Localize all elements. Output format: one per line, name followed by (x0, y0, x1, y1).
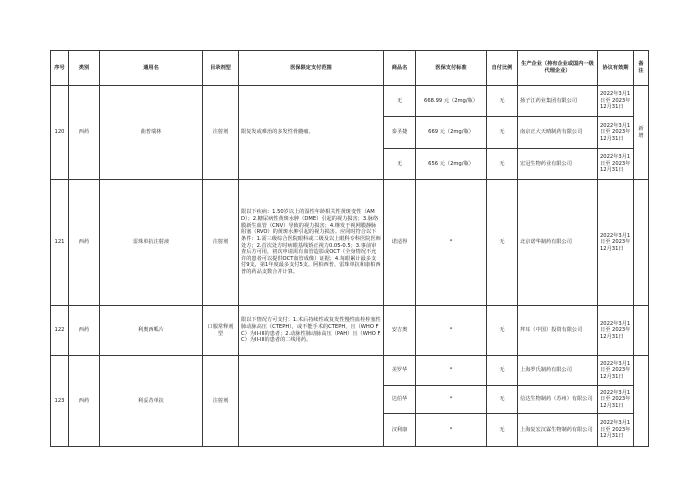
cell-trade-name: 无 (384, 149, 416, 180)
cell-limit-scope (239, 356, 384, 447)
header-category: 类别 (69, 51, 100, 86)
cell-manufacturer: 上海罗氏制药有限公司 (518, 356, 598, 386)
cell-copay: 无 (487, 306, 518, 356)
cell-trade-name: 安吉奥 (384, 306, 416, 356)
cell-generic-name: 雷珠单抗注射液 (100, 180, 203, 306)
cell-note (634, 306, 649, 356)
cell-copay: 无 (487, 386, 518, 414)
cell-seq: 121 (51, 180, 69, 306)
cell-manufacturer: 南京正大天晴制药有限公司 (518, 117, 598, 149)
cell-trade-name: 泰圣捷 (384, 117, 416, 149)
cell-dosage-form: 注射剂 (203, 180, 239, 306)
cell-period: 2022年3月1日至 2023年12月31日 (598, 180, 634, 306)
cell-dosage-form: 口服常释剂型 (203, 306, 239, 356)
cell-generic-name: 曲普瑞林 (100, 86, 203, 180)
cell-generic-name: 利奥西呱片 (100, 306, 203, 356)
cell-trade-name: 美罗华 (384, 356, 416, 386)
cell-generic-name: 利妥昔单抗 (100, 356, 203, 447)
header-note: 备注 (634, 51, 649, 86)
cell-payment-std: * (416, 306, 487, 356)
cell-payment-std: * (416, 414, 487, 447)
cell-payment-std: * (416, 386, 487, 414)
cell-payment-std: 669 元（2mg/瓶） (416, 117, 487, 149)
cell-trade-name: 无 (384, 86, 416, 117)
cell-period: 2022年3月1日至 2023年12月31日 (598, 386, 634, 414)
header-payment-std: 医保支付标准 (416, 51, 487, 86)
cell-copay: 无 (487, 414, 518, 447)
drug-list-table (50, 50, 649, 447)
cell-note (634, 180, 649, 306)
header-seq: 序号 (51, 51, 69, 86)
cell-note: 新增 (634, 86, 649, 180)
header-row (51, 51, 649, 86)
header-trade-name: 商品名 (384, 51, 416, 86)
cell-manufacturer: 上海复宏汉霖生物制药有限公司 (518, 414, 598, 447)
cell-payment-std: * (416, 180, 487, 306)
cell-limit-scope: 限以下疾病：1.50岁以上的湿性年龄相关性黄斑变性（AMD）；2.糖尿病性黄斑水肿（DME）引起的视力损害；3.脉络膜新生血管（CNV）导致的视力损害；4.继发于视网膜静脉阻塞（RVO）的黄斑水肿引起的视力损害。应同时符合以下条件：1.需三级综合医院眼科或二级及以上眼科专科医院医师处方；2.首次处方时病眼基线矫正视力0.05-0.5；3.事前审查后方可用，初次申请需有血管造影或OCT（全身情况不允许的患者可以提供OCT血管成像）证据；4.每眼累计最多支付9支，第1年度最多支付5支。阿柏西普、雷珠单抗和康柏西普的药品支数合并计算。 (239, 180, 384, 306)
header-manufacturer: 生产企业（持有企业或国内一级代理企业） (518, 51, 598, 86)
header-period: 协议有效期 (598, 51, 634, 86)
cell-copay: 无 (487, 180, 518, 306)
header-dosage-form: 目录剂型 (203, 51, 239, 86)
cell-period: 2022年3月1日至 2023年12月31日 (598, 117, 634, 149)
cell-payment-std: 668.99 元（2mg/瓶） (416, 86, 487, 117)
cell-trade-name: 汉利康 (384, 414, 416, 447)
table-row (51, 86, 649, 117)
cell-category: 西药 (69, 306, 100, 356)
cell-dosage-form: 注射剂 (203, 86, 239, 180)
cell-manufacturer: 信达生物制药（苏州）有限公司 (518, 386, 598, 414)
cell-manufacturer: 扬子江药业集团有限公司 (518, 86, 598, 117)
cell-period: 2022年3月1日至 2023年12月31日 (598, 356, 634, 386)
cell-period: 2022年3月1日至 2023年12月31日 (598, 86, 634, 117)
cell-category: 西药 (69, 356, 100, 447)
cell-period: 2022年3月1日至 2023年12月31日 (598, 149, 634, 180)
cell-copay: 无 (487, 149, 518, 180)
cell-copay: 无 (487, 117, 518, 149)
cell-trade-name: 达伯华 (384, 386, 416, 414)
header-copay-policy: 自付比例 (487, 51, 518, 86)
cell-note (634, 356, 649, 447)
cell-payment-std: * (416, 356, 487, 386)
table-row (51, 180, 649, 306)
header-limit-scope: 医保限定支付范围 (239, 51, 384, 86)
cell-period: 2022年3月1日至 2023年12月31日 (598, 306, 634, 356)
cell-category: 西药 (69, 86, 100, 180)
cell-limit-scope: 限以下情况方可支付：1.术后持续性或复发性慢性血栓栓塞性肺动脉高压（CTEPH），或不能手术的CTEPH，且（WHO FC）为II-III的患者；2.动脉性肺动脉高压（PAH）且（WHO FC）为II-III的患者的二线用药。 (239, 306, 384, 356)
cell-period: 2022年3月1日至 2023年12月31日 (598, 414, 634, 447)
table-row (51, 306, 649, 356)
cell-trade-name: 诺适得 (384, 180, 416, 306)
cell-copay: 无 (487, 86, 518, 117)
header-generic-name: 通用名 (100, 51, 203, 86)
cell-seq: 122 (51, 306, 69, 356)
cell-seq: 123 (51, 356, 69, 447)
cell-manufacturer: 宏冠生物药业有限公司 (518, 149, 598, 180)
cell-category: 西药 (69, 180, 100, 306)
table-row (51, 356, 649, 386)
cell-manufacturer: 北京诺华制药有限公司 (518, 180, 598, 306)
cell-limit-scope: 限复发或难治的多发性骨髓瘤。 (239, 86, 384, 180)
cell-payment-std: 656 元（2mg/瓶） (416, 149, 487, 180)
cell-seq: 120 (51, 86, 69, 180)
cell-copay: 无 (487, 356, 518, 386)
cell-dosage-form: 注射剂 (203, 356, 239, 447)
cell-manufacturer: 拜耳（中国）投资有限公司 (518, 306, 598, 356)
